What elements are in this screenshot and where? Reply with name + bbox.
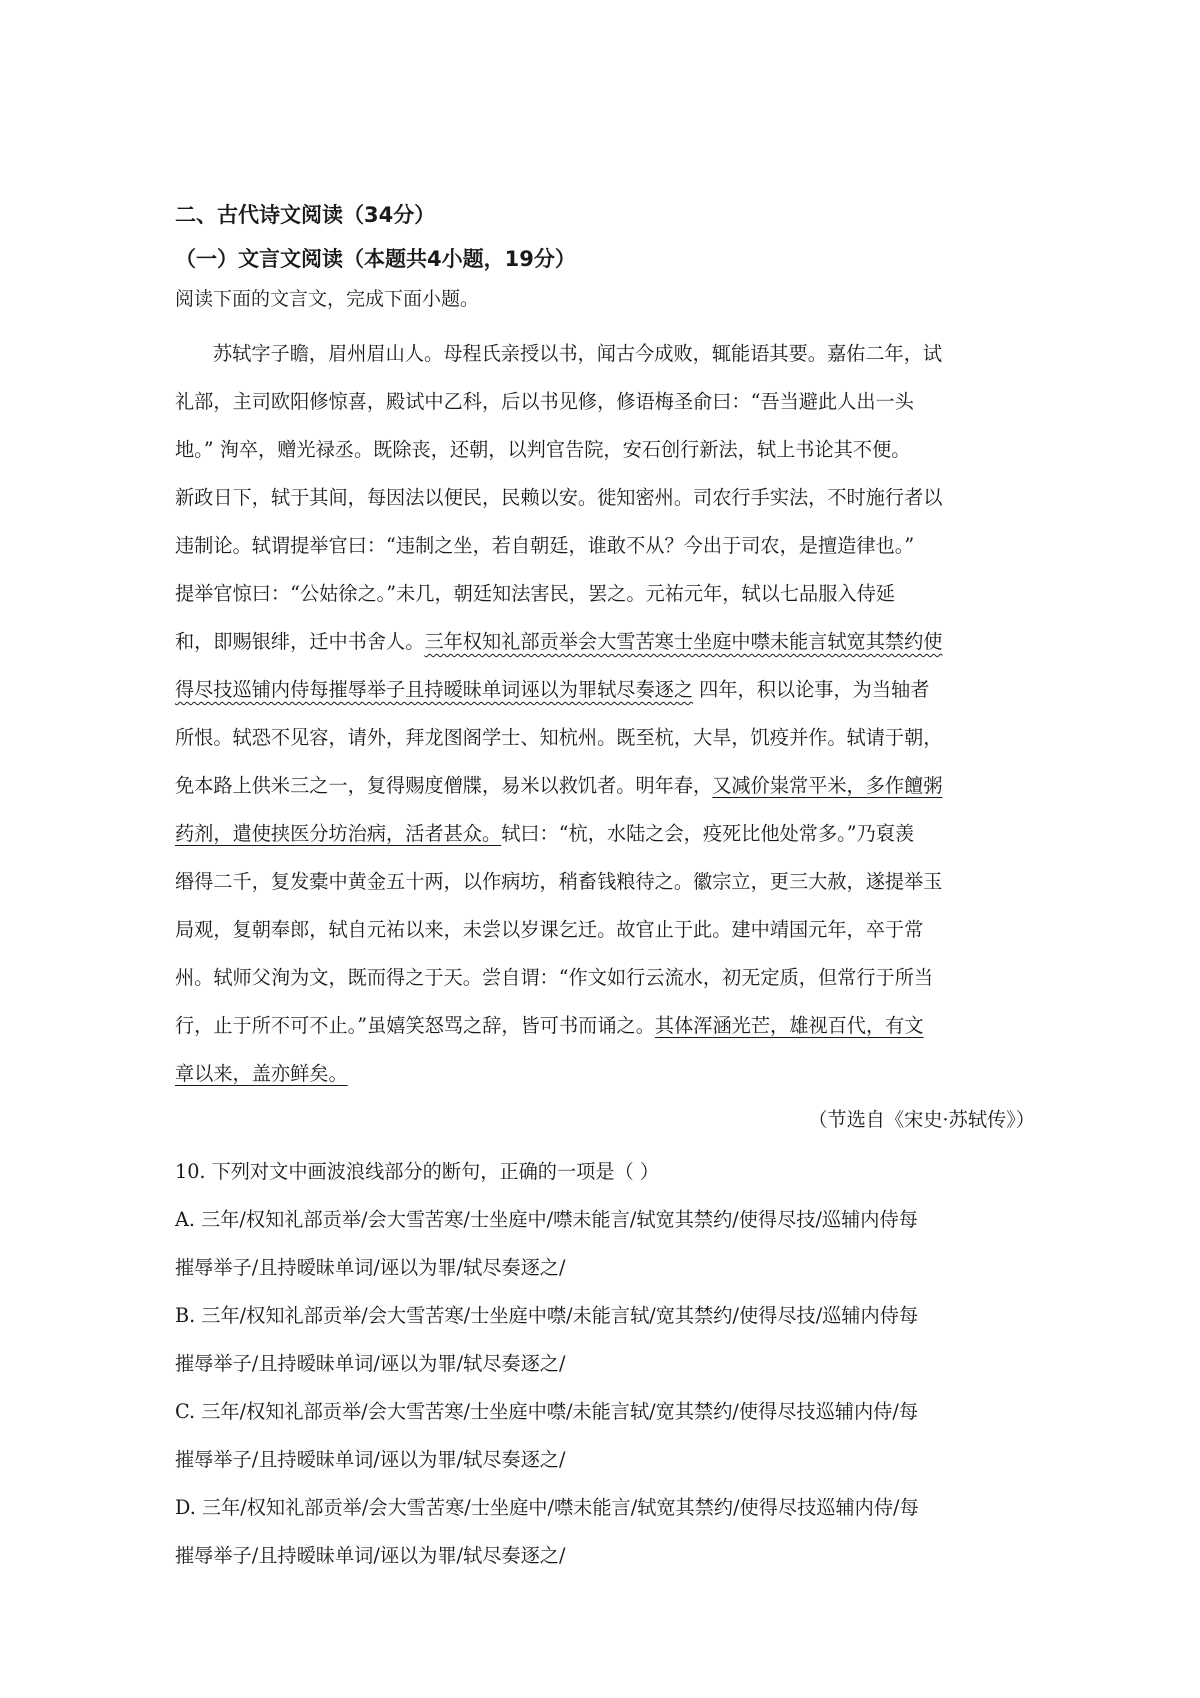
classical-passage: [175, 330, 1035, 1098]
passage-line: [175, 618, 1035, 666]
wavy-underlined-text: 得尽技巡铺内侍每摧辱举子且持暧昧单词诬以为罪轼尽奏逐之: [175, 678, 694, 701]
option-line: 摧辱举子/且持暧昧单词/诬以为罪/轼尽奏逐之/: [175, 1352, 566, 1375]
underlined-text: 药剂，遣使挟医分坊治病，活者甚众。: [175, 822, 502, 845]
sub-section-title: （一）文言文阅读（本题共4小题，19分）: [175, 247, 576, 271]
passage-text: 免本路上供米三之一，复得赐度僧牒，易米以救饥者。明年春，: [175, 774, 713, 797]
passage-text: 地。” 洵卒，赠光禄丞。既除丧，还朝，以判官告院，安石创行新法，轼上书论其不便。: [175, 438, 911, 461]
passage-text: 提举官惊曰：“公姑徐之。”未几，朝廷知法害民，罢之。元祐元年，轼以七品服入侍延: [175, 582, 895, 605]
answer-option-a[interactable]: [175, 1196, 1035, 1292]
passage-line: [175, 570, 1035, 618]
passage-line: [175, 954, 1035, 1002]
passage-text: 四年，积以论事，为当轴者: [693, 678, 930, 701]
answer-options: [175, 1196, 1035, 1580]
answer-option-b[interactable]: [175, 1292, 1035, 1388]
answer-option-d[interactable]: [175, 1484, 1035, 1580]
document-page: [175, 198, 1035, 1580]
passage-source: （节选自《宋史·苏轼传》）: [808, 1108, 1035, 1131]
passage-text: 礼部，主司欧阳修惊喜，殿试中乙科，后以书见修，修语梅圣俞曰：“吾当避此人出一头: [175, 390, 914, 413]
underlined-text: 又减价粜常平米，多作饘粥: [712, 774, 943, 797]
option-line: A. 三年/权知礼部贡举/会大雪苦寒/士坐庭中/噤未能言/轼宽其禁约/使得尽技/巡辅内侍每: [175, 1208, 918, 1231]
option-line: C. 三年/权知礼部贡举/会大雪苦寒/士坐庭中噤/未能言轼/宽其禁约/使得尽技巡辅内侍/每: [175, 1400, 919, 1423]
option-line: 摧辱举子/且持暧昧单词/诬以为罪/轼尽奏逐之/: [175, 1256, 566, 1279]
passage-line: [175, 858, 1035, 906]
passage-line: [175, 378, 1035, 426]
passage-line: [175, 762, 1035, 810]
option-line: 摧辱举子/且持暧昧单词/诬以为罪/轼尽奏逐之/: [175, 1544, 566, 1567]
answer-option-c[interactable]: [175, 1388, 1035, 1484]
passage-text: 苏轼字子瞻，眉州眉山人。母程氏亲授以书，闻古今成败，辄能语其要。嘉佑二年，试: [213, 342, 943, 365]
passage-line: [175, 906, 1035, 954]
passage-line: [175, 666, 1035, 714]
passage-text: 缗得二千，复发橐中黄金五十两，以作病坊，稍畜钱粮待之。徽宗立，更三大赦，遂提举玉: [175, 870, 943, 893]
passage-line: [175, 474, 1035, 522]
passage-line: [175, 522, 1035, 570]
option-line: B. 三年/权知礼部贡举/会大雪苦寒/士坐庭中噤/未能言轼/宽其禁约/使得尽技/巡辅内侍每: [175, 1304, 919, 1327]
passage-line: [175, 426, 1035, 474]
option-line: D. 三年/权知礼部贡举/会大雪苦寒/士坐庭中/噤未能言/轼宽其禁约/使得尽技巡辅内侍/每: [175, 1496, 919, 1519]
passage-text: 州。轼师父洵为文，既而得之于天。尝自谓：“作文如行云流水，初无定质，但常行于所当: [175, 966, 934, 989]
option-line: 摧辱举子/且持暧昧单词/诬以为罪/轼尽奏逐之/: [175, 1448, 566, 1471]
underlined-text: 章以来，盖亦鲜矣。: [175, 1062, 348, 1085]
passage-text: 行，止于所不可不止。”虽嬉笑怒骂之辞，皆可书而诵之。: [175, 1014, 655, 1037]
passage-line: [175, 1002, 1035, 1050]
instruction-text: 阅读下面的文言文，完成下面小题。: [175, 288, 480, 310]
passage-text: 和，即赐银绯，迁中书舍人。: [175, 630, 425, 653]
passage-line: [175, 714, 1035, 762]
section-title: 二、古代诗文阅读（34分）: [175, 203, 436, 227]
passage-line: [175, 330, 1035, 378]
passage-line: [175, 1050, 1035, 1098]
passage-text: 轼曰：“杭，水陆之会，疫死比他处常多。”乃裒羡: [501, 822, 915, 845]
question-stem: 10. 下列对文中画波浪线部分的断句，正确的一项是（ ）: [175, 1160, 660, 1183]
passage-text: 新政日下，轼于其间，每因法以便民，民赖以安。徙知密州。司农行手实法，不时施行者以: [175, 486, 943, 509]
wavy-underlined-text: 三年权知礼部贡举会大雪苦寒士坐庭中噤未能言轼宽其禁约使: [424, 630, 943, 653]
passage-text: 局观，复朝奉郎，轼自元祐以来，未尝以岁课乞迁。故官止于此。建中靖国元年，卒于常: [175, 918, 924, 941]
passage-text: 违制论。轼谓提举官曰：“违制之坐，若自朝廷，谁敢不从？今出于司农，是擅造律也。”: [175, 534, 915, 557]
passage-line: [175, 810, 1035, 858]
underlined-text: 其体浑涵光芒，雄视百代，有文: [654, 1014, 924, 1037]
passage-text: 所恨。轼恐不见容，请外，拜龙图阁学士、知杭州。既至杭，大旱，饥疫并作。轼请于朝，: [175, 726, 943, 749]
